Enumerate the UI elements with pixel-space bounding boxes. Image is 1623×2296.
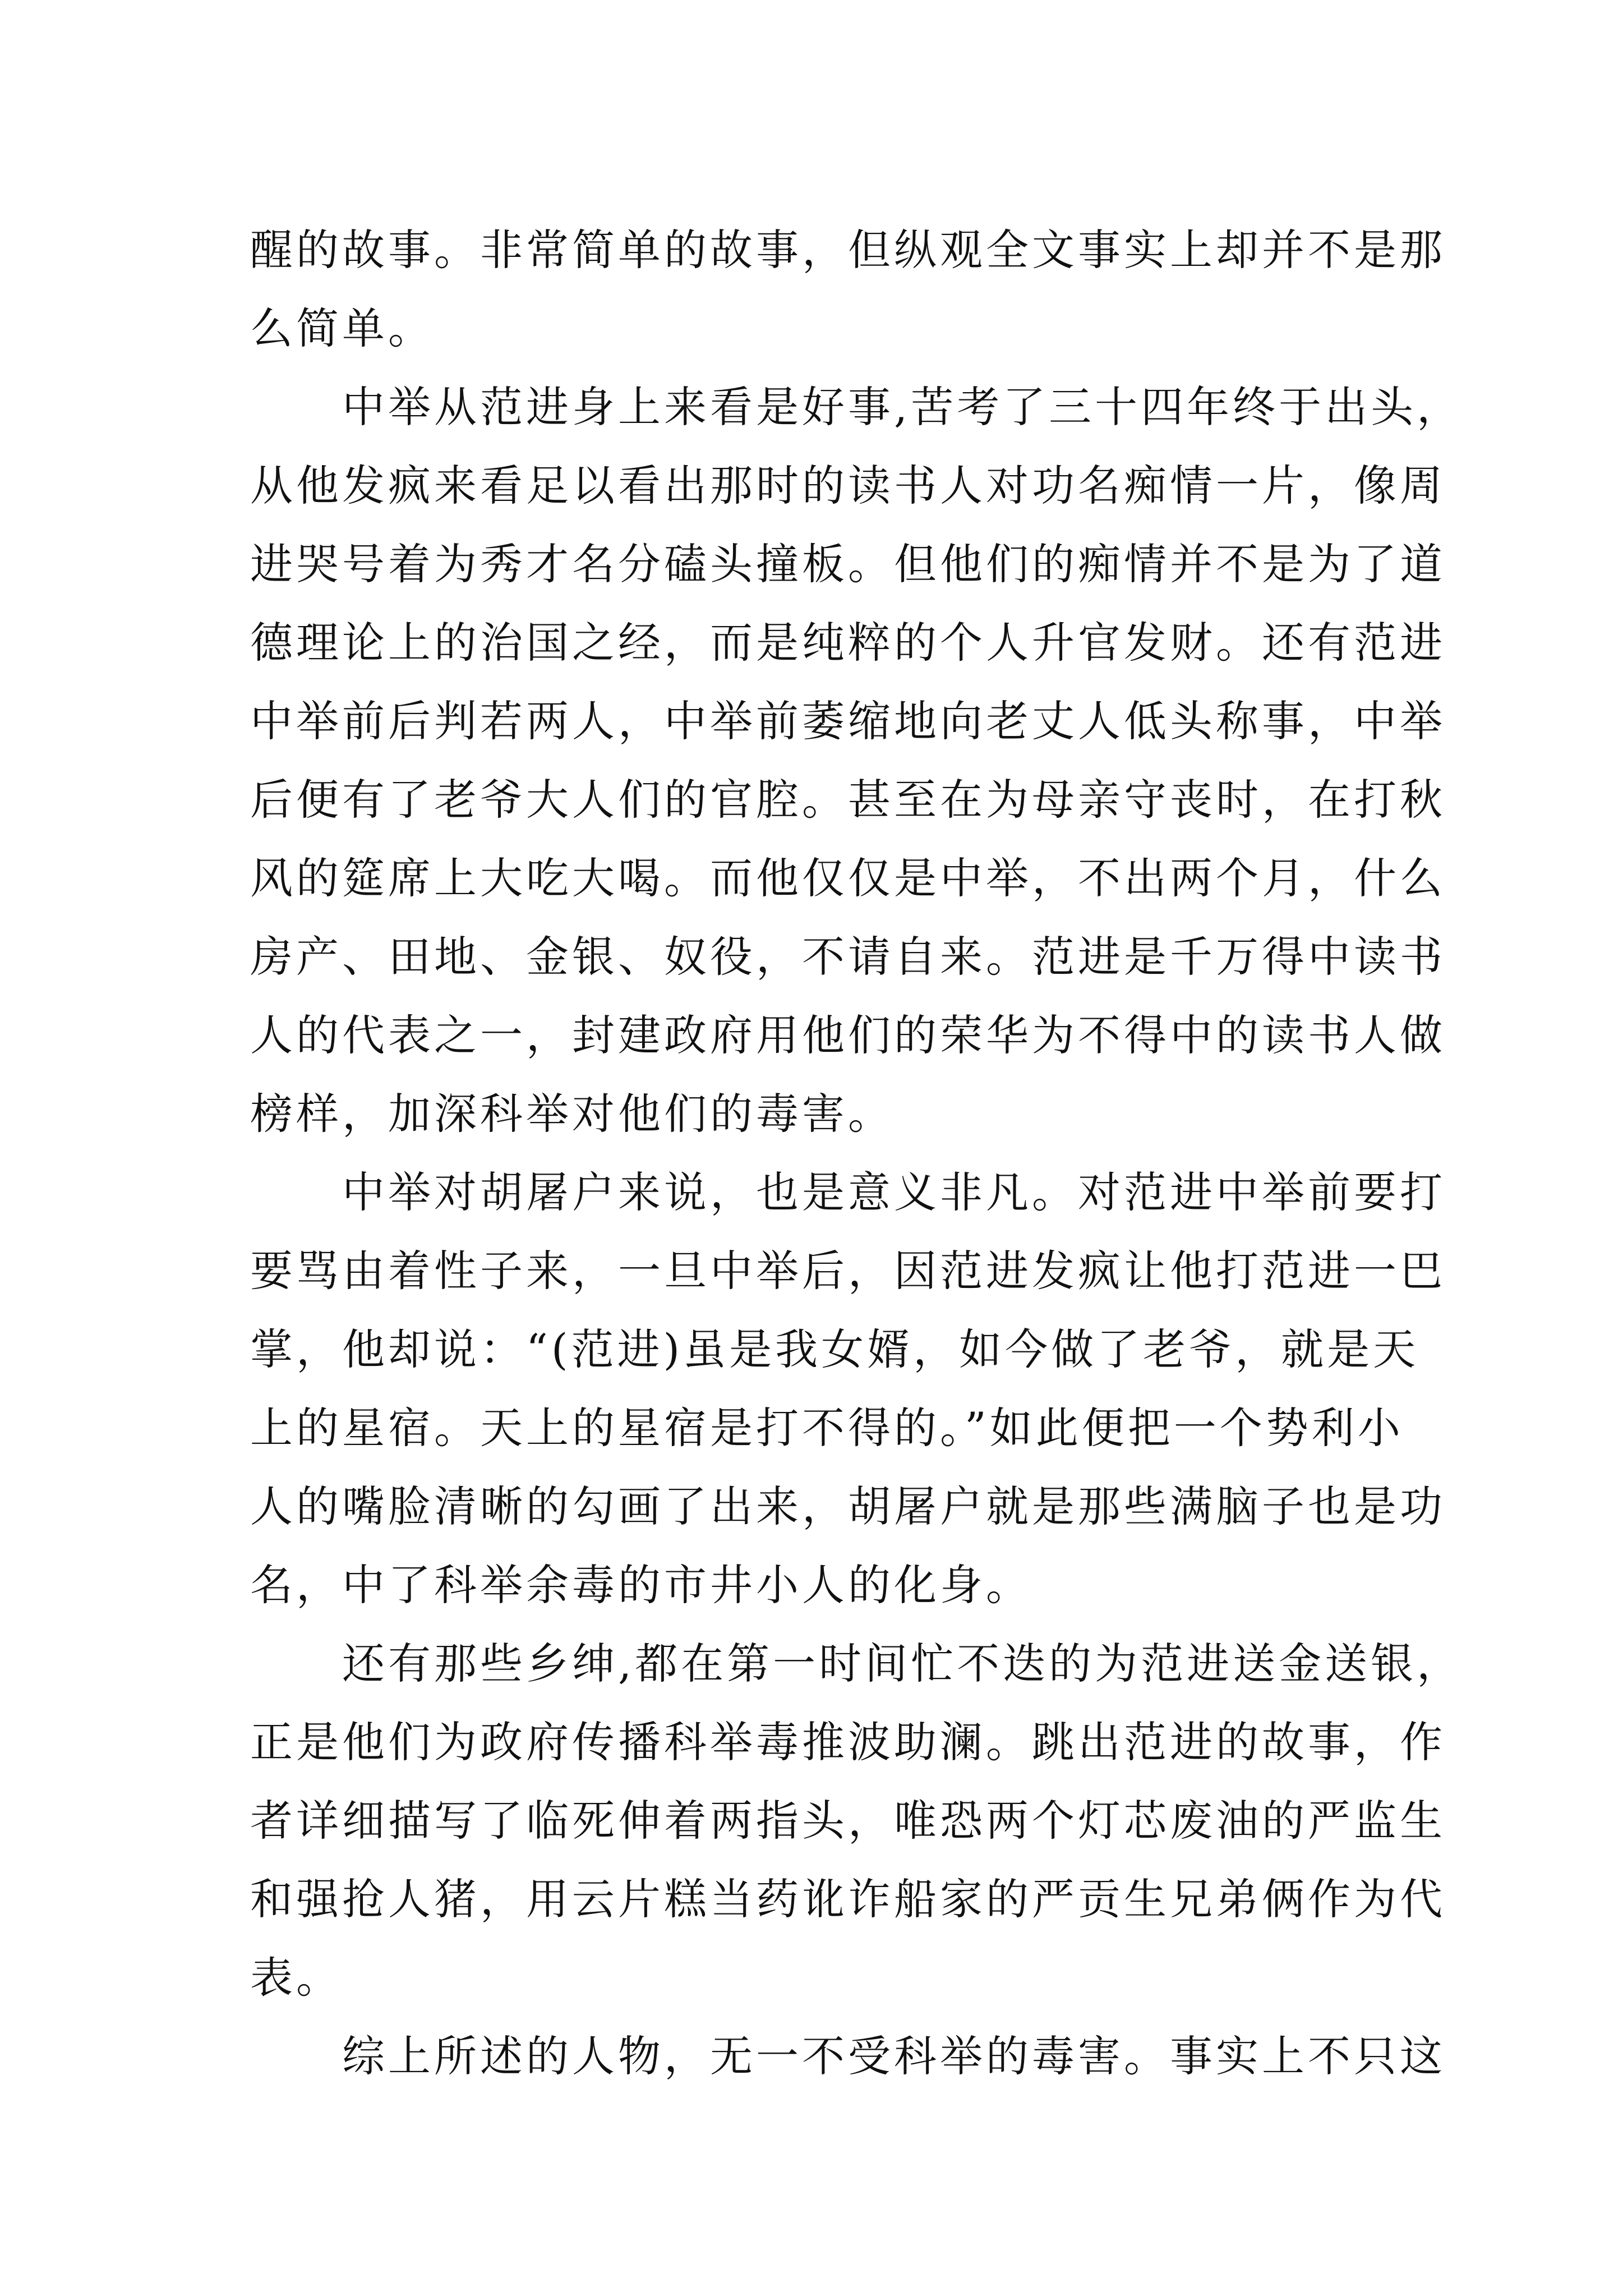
text-line: 后便有了老爷大人们的官腔。甚至在为母亲守丧时，在打秋: [250, 775, 1446, 825]
text-line: 表。: [250, 1953, 342, 2003]
text-line: 名，中了科举余毒的市井小人的化身。: [250, 1560, 1032, 1610]
text-line: 人的代表之一，封建政府用他们的荣华为不得中的读书人做: [250, 1010, 1446, 1060]
text-line: 要骂由着性子来，一旦中举后，因范进发疯让他打范进一巴: [250, 1246, 1446, 1296]
text-line: 人的嘴脸清晰的勾画了出来，胡屠户就是那些满脑子也是功: [250, 1481, 1446, 1531]
text-line: 者详细描写了临死伸着两指头，唯恐两个灯芯废油的严监生: [250, 1796, 1446, 1846]
text-line: 和强抢人猪，用云片糕当药讹诈船家的严贡生兄弟俩作为代: [250, 1874, 1446, 1924]
text-line: 房产、田地、金银、奴役，不请自来。范进是千万得中读书: [250, 932, 1446, 982]
text-line: 还有那些乡绅,都在第一时间忙不迭的为范进送金送银，: [250, 1639, 1463, 1688]
text-line: 进哭号着为秀才名分磕头撞板。但他们的痴情并不是为了道: [250, 539, 1446, 589]
text-line: 上的星宿。天上的星宿是打不得的。”如此便把一个势利小: [250, 1403, 1404, 1453]
body-text: [250, 211, 1463, 2096]
text-line: 从他发疯来看足以看出那时的读书人对功名痴情一片，像周: [250, 461, 1446, 510]
text-line: 中举从范进身上来看是好事,苦考了三十四年终于出头，: [250, 382, 1463, 432]
text-line: 榜样，加深科举对他们的毒害。: [250, 1089, 894, 1139]
text-line: 风的筵席上大吃大喝。而他仅仅是中举，不出两个月，什么: [250, 853, 1446, 903]
text-line: 醒的故事。非常简单的故事，但纵观全文事实上却并不是那: [250, 225, 1446, 275]
text-line: 德理论上的治国之经，而是纯粹的个人升官发财。还有范进: [250, 618, 1446, 668]
text-line: 掌，他却说：“(范进)虽是我女婿，如今做了老爷，就是天: [250, 1324, 1419, 1374]
text-line: 么简单。: [250, 303, 434, 353]
text-line: 中举前后判若两人，中举前萎缩地向老丈人低头称事，中举: [250, 696, 1446, 746]
text-line: 综上所述的人物，无一不受科举的毒害。事实上不只这: [250, 2031, 1446, 2081]
text-line: 正是他们为政府传播科举毒推波助澜。跳出范进的故事，作: [250, 1717, 1446, 1767]
text-line: 中举对胡屠户来说，也是意义非凡。对范进中举前要打: [250, 1167, 1446, 1217]
